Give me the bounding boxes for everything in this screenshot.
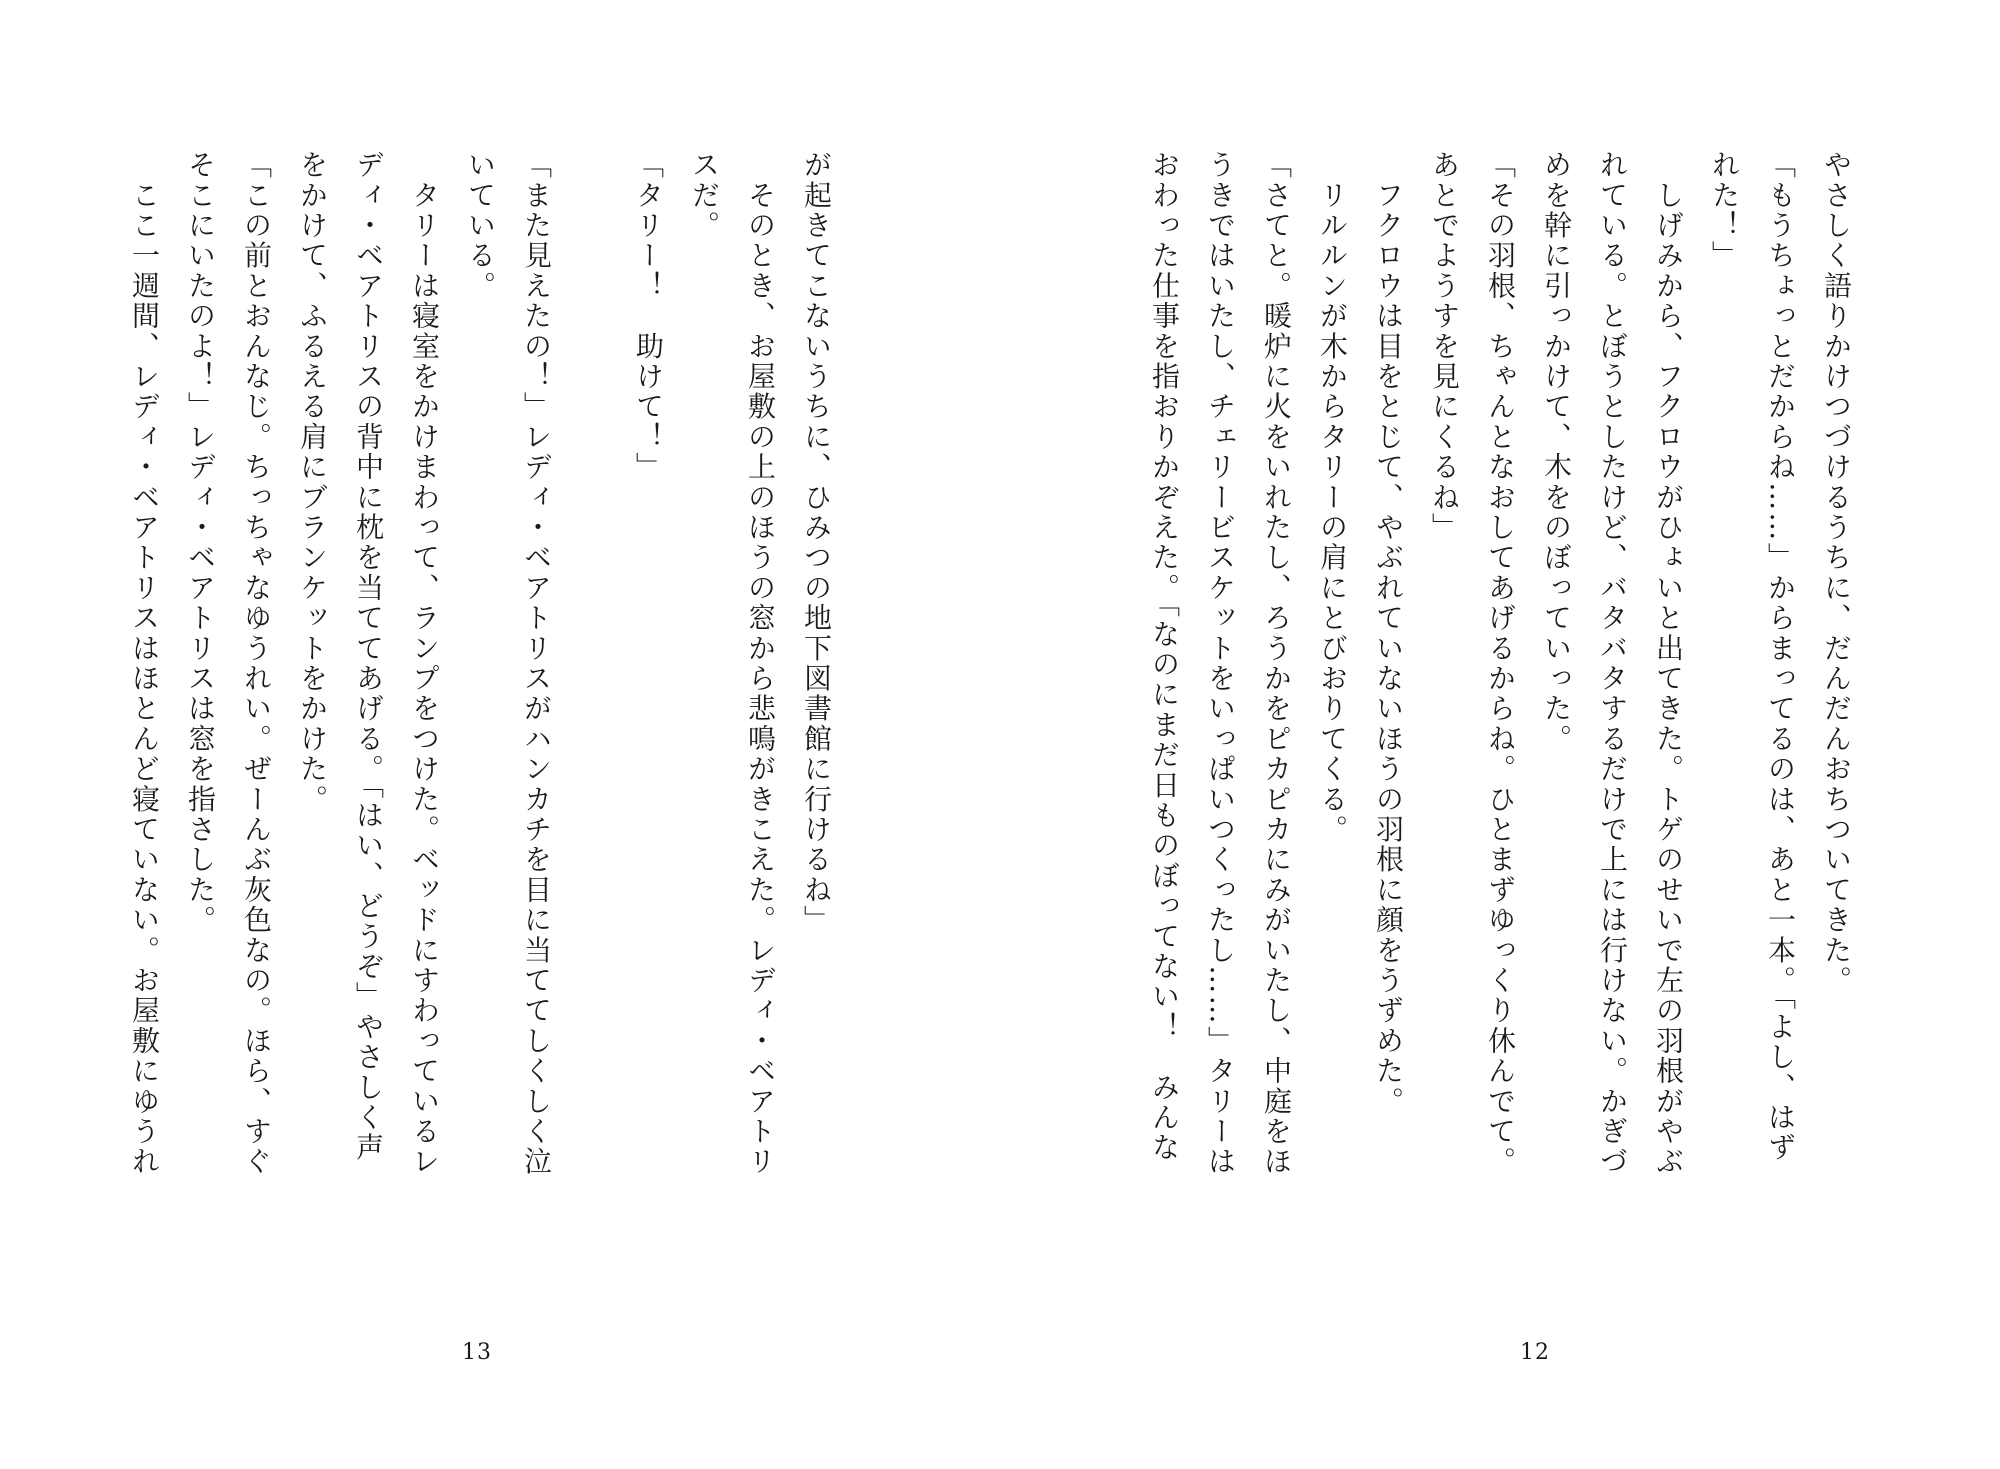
- page-number-right: 12: [1520, 1340, 1550, 1365]
- right-page: [1148, 150, 1853, 1230]
- text-line: リルルンが木からタリーの肩にとびおりてくる。: [1316, 150, 1349, 845]
- text-line: をかけて、ふるえる肩にブランケットをかけた。: [296, 150, 329, 815]
- text-line: スだ。: [688, 150, 721, 241]
- text-line: そのとき、お屋敷の上のほうの窓から悲鳴がきこえた。レディ・ベアトリ: [744, 150, 777, 1177]
- text-line: が起きてこないうちに、ひみつの地下図書館に行けるね」: [800, 150, 833, 936]
- text-line: 「その羽根、ちゃんとなおしてあげるからね。ひとまずゆっくり休んでて。: [1484, 150, 1517, 1177]
- text-line: おわった仕事を指おりかぞえた。「なのにまだ日ものぼってない！ みんな: [1148, 150, 1181, 1163]
- text-line: いている。: [464, 150, 497, 301]
- text-line: うきではいたし、チェリービスケットをいっぱいつくったし……」タリーは: [1204, 150, 1237, 1177]
- text-line: 「さてと。暖炉に火をいれたし、ろうかをピカピカにみがいたし、中庭をほ: [1260, 150, 1293, 1177]
- text-line: あとでようすを見にくるね」: [1428, 150, 1461, 543]
- text-line: 「タリー！ 助けて！」: [632, 150, 665, 483]
- text-line: ここ一週間、レディ・ベアトリスはほとんど寝ていない。お屋敷にゆうれ: [128, 150, 161, 1177]
- text-line: れている。とぼうとしたけど、バタバタするだけで上には行けない。かぎづ: [1596, 150, 1629, 1177]
- left-page: [120, 150, 833, 1230]
- text-line: そこにいたのよ！」レディ・ベアトリスは窓を指さした。: [184, 150, 217, 936]
- text-line: ディ・ベアトリスの背中に枕を当ててあげる。「はい、どうぞ」やさしく声: [352, 150, 385, 1163]
- text-line: 「もうちょっとだからね……」からまってるのは、あと一本。「よし、はず: [1764, 150, 1797, 1163]
- text-line: めを幹に引っかけて、木をのぼっていった。: [1540, 150, 1573, 754]
- blank-line: [550, 150, 606, 1230]
- text-line: 「この前とおんなじ。ちっちゃなゆうれい。ぜーんぶ灰色なの。ほら、すぐ: [240, 150, 273, 1177]
- text-line: れた！」: [1708, 150, 1741, 271]
- text-line: 「また見えたの！」レディ・ベアトリスがハンカチを目に当ててしくしく泣: [520, 150, 553, 1177]
- text-line: しげみから、フクロウがひょいと出てきた。トゲのせいで左の羽根がやぶ: [1652, 150, 1685, 1177]
- page-number-left: 13: [462, 1340, 492, 1365]
- text-line: フクロウは目をとじて、やぶれていないほうの羽根に顔をうずめた。: [1372, 150, 1405, 1117]
- text-line: やさしく語りかけつづけるうちに、だんだんおちついてきた。: [1820, 150, 1853, 996]
- text-line: タリーは寝室をかけまわって、ランプをつけた。ベッドにすわっているレ: [408, 150, 441, 1177]
